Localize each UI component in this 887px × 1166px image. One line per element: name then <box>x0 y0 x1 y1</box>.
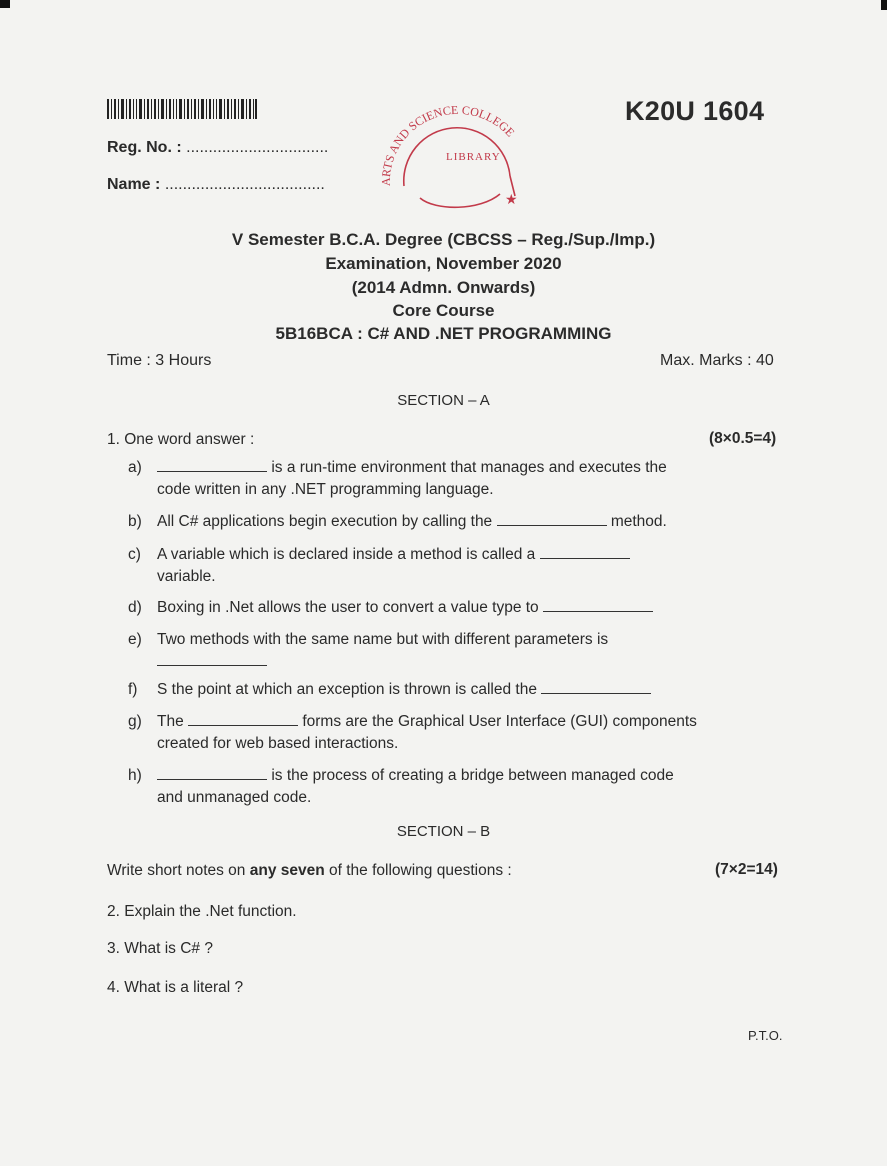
item-a-label: a) <box>128 459 142 476</box>
paper-code: K20U 1604 <box>625 96 765 126</box>
stamp-arc-text: ARTS AND SCIENCE COLLEGE <box>378 102 518 187</box>
svg-text:★: ★ <box>505 191 518 207</box>
q1-label: 1. One word answer : <box>107 431 255 448</box>
item-h-label: h) <box>128 767 142 784</box>
question-2: 2. Explain the .Net function. <box>107 903 297 920</box>
item-e-text: Two methods with the same name but with different parameters is <box>157 631 609 648</box>
name-field: Name : .................................... <box>107 176 325 193</box>
item-b-text: All C# applications begin execution by calling the method. <box>157 513 667 530</box>
item-c-cont: variable. <box>157 568 216 585</box>
question-4: 4. What is a literal ? <box>107 979 244 996</box>
item-h-cont: and unmanaged code. <box>157 789 312 806</box>
reg-no-field: Reg. No. : ................................ <box>107 139 329 156</box>
title-line-2: Examination, November 2020 <box>325 254 562 273</box>
item-f-label: f) <box>128 681 138 698</box>
section-a-heading: SECTION – A <box>397 392 490 409</box>
item-g-text: The forms are the Graphical User Interface (GUI) components <box>157 713 697 730</box>
title-line-4: Core Course <box>392 301 495 320</box>
item-d-text: Boxing in .Net allows the user to convert a value type to <box>157 598 777 618</box>
title-line-1: V Semester B.C.A. Degree (CBCSS – Reg./Sup./Imp.) <box>231 230 656 249</box>
question-3: 3. What is C# ? <box>107 940 213 957</box>
section-b-heading: SECTION – B <box>396 823 491 840</box>
library-stamp <box>360 86 550 226</box>
stamp-center-text: LIBRARY <box>446 151 501 163</box>
pto-label: P.T.O. <box>748 1028 783 1043</box>
item-b-label: b) <box>128 513 142 530</box>
scan-corner-right <box>881 0 887 10</box>
title-line-3: (2014 Admn. Onwards) <box>351 278 536 297</box>
item-g-label: g) <box>128 713 142 730</box>
barcode <box>107 99 257 119</box>
item-c-label: c) <box>128 546 141 563</box>
item-f-text: S the point at which an exception is thrown is called the <box>157 680 777 700</box>
scan-corner-left <box>0 0 10 8</box>
q1-marks: (8×0.5=4) <box>709 430 777 447</box>
section-b-marks: (7×2=14) <box>715 861 778 878</box>
max-marks-label: Max. Marks : 40 <box>660 352 774 369</box>
item-e-label: e) <box>128 631 142 648</box>
item-d-label: d) <box>128 599 142 616</box>
item-c-text: A variable which is declared inside a method is called a <box>157 545 777 565</box>
item-h-text: is the process of creating a bridge between managed code <box>157 766 777 786</box>
item-g-cont: created for web based interactions. <box>157 735 399 752</box>
title-line-5: 5B16BCA : C# AND .NET PROGRAMMING <box>275 324 612 343</box>
section-b-instructions: Write short notes on any seven of the following questions : <box>107 862 512 879</box>
time-label: Time : 3 Hours <box>107 352 212 369</box>
item-e-blank <box>157 652 267 672</box>
item-a-cont: code written in any .NET programming language. <box>157 481 494 498</box>
item-a-text: is a run-time environment that manages and executes the <box>157 458 757 478</box>
